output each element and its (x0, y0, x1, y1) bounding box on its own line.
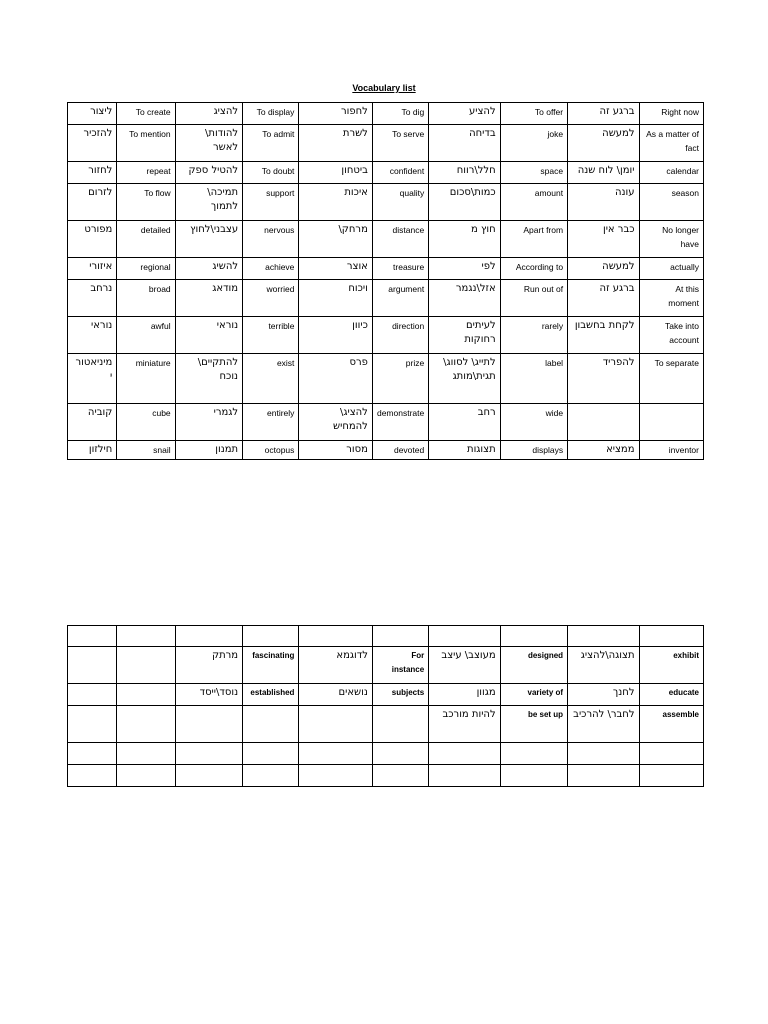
english-cell: be set up (500, 706, 567, 743)
hebrew-cell: לגמרי (175, 404, 242, 441)
english-cell: demonstrate (372, 404, 428, 441)
hebrew-cell: ליצור (68, 103, 117, 125)
table-row (68, 317, 704, 354)
english-cell: actually (639, 258, 703, 280)
english-cell: To serve (372, 125, 428, 162)
english-cell (500, 626, 567, 647)
english-cell: To flow (117, 184, 175, 221)
hebrew-cell (299, 706, 372, 743)
english-cell: miniature (117, 354, 175, 404)
english-cell: To create (117, 103, 175, 125)
hebrew-cell: כיוון (299, 317, 372, 354)
english-cell: nervous (243, 221, 299, 258)
hebrew-cell: עונה (568, 184, 639, 221)
english-cell: Right now (639, 103, 703, 125)
english-cell: inventor (639, 441, 703, 460)
english-cell: achieve (243, 258, 299, 280)
hebrew-cell: פרס (299, 354, 372, 404)
hebrew-cell: לדוגמא (299, 647, 372, 684)
english-cell: According to (500, 258, 567, 280)
hebrew-cell: מודאג (175, 280, 242, 317)
hebrew-cell: מרחק\ (299, 221, 372, 258)
hebrew-cell (568, 765, 639, 787)
english-cell: regional (117, 258, 175, 280)
english-cell: To separate (639, 354, 703, 404)
english-cell: educate (639, 684, 703, 706)
hebrew-cell: להזכיר (68, 125, 117, 162)
hebrew-cell: רחב (429, 404, 500, 441)
table-row (68, 404, 704, 441)
hebrew-cell (299, 743, 372, 765)
hebrew-cell (68, 765, 117, 787)
english-cell: designed (500, 647, 567, 684)
english-cell: exist (243, 354, 299, 404)
hebrew-cell (568, 743, 639, 765)
english-cell (117, 647, 175, 684)
table-row (68, 441, 704, 460)
hebrew-cell: מיניאטור י (68, 354, 117, 404)
english-cell: Take into account (639, 317, 703, 354)
hebrew-cell: חלל\רווח (429, 162, 500, 184)
english-cell: exhibit (639, 647, 703, 684)
hebrew-cell: להציע (429, 103, 500, 125)
english-cell: fascinating (243, 647, 299, 684)
hebrew-cell: חוץ מ (429, 221, 500, 258)
english-cell: snail (117, 441, 175, 460)
hebrew-cell (568, 626, 639, 647)
hebrew-cell: להיות מורכב (429, 706, 500, 743)
english-cell: broad (117, 280, 175, 317)
table-row (68, 162, 704, 184)
hebrew-cell: אוצר (299, 258, 372, 280)
hebrew-cell: להטיל ספק (175, 162, 242, 184)
hebrew-cell: איכות (299, 184, 372, 221)
english-cell: joke (500, 125, 567, 162)
english-cell (117, 765, 175, 787)
english-cell (372, 706, 428, 743)
english-cell (500, 765, 567, 787)
english-cell: To mention (117, 125, 175, 162)
hebrew-cell: ברגע זה (568, 103, 639, 125)
table-row (68, 706, 704, 743)
hebrew-cell: למעשה (568, 125, 639, 162)
english-cell: established (243, 684, 299, 706)
page-title: Vocabulary list (352, 83, 416, 93)
english-cell (117, 743, 175, 765)
english-cell (639, 404, 703, 441)
english-cell: confident (372, 162, 428, 184)
hebrew-cell: נרחב (68, 280, 117, 317)
hebrew-cell (68, 647, 117, 684)
english-cell: prize (372, 354, 428, 404)
hebrew-cell: לחזור (68, 162, 117, 184)
english-cell: To offer (500, 103, 567, 125)
english-cell: distance (372, 221, 428, 258)
hebrew-cell: תמיכה\ לתמוך (175, 184, 242, 221)
hebrew-cell: לקחת בחשבון (568, 317, 639, 354)
table-row (68, 626, 704, 647)
english-cell: entirely (243, 404, 299, 441)
hebrew-cell: לזרום (68, 184, 117, 221)
hebrew-cell (68, 743, 117, 765)
english-cell: terrible (243, 317, 299, 354)
english-cell (372, 743, 428, 765)
hebrew-cell: לתייג\ לסווג\ תגית\מותג (429, 354, 500, 404)
english-cell: quality (372, 184, 428, 221)
english-cell (243, 765, 299, 787)
english-cell (243, 626, 299, 647)
table-row (68, 684, 704, 706)
english-cell: detailed (117, 221, 175, 258)
hebrew-cell: נוסד\ייסד (175, 684, 242, 706)
hebrew-cell: לעיתים רחוקות (429, 317, 500, 354)
english-cell: No longer have (639, 221, 703, 258)
english-cell: For instance (372, 647, 428, 684)
table-row (68, 280, 704, 317)
hebrew-cell (429, 743, 500, 765)
vocabulary-table-1 (67, 102, 704, 460)
hebrew-cell: לחבר\ להרכיב (568, 706, 639, 743)
english-cell (372, 765, 428, 787)
english-cell (117, 706, 175, 743)
table-row (68, 258, 704, 280)
english-cell (372, 626, 428, 647)
english-cell: rarely (500, 317, 567, 354)
english-cell: assemble (639, 706, 703, 743)
hebrew-cell: קוביה (68, 404, 117, 441)
table-row (68, 125, 704, 162)
english-cell: argument (372, 280, 428, 317)
english-cell: devoted (372, 441, 428, 460)
hebrew-cell: להודות\ לאשר (175, 125, 242, 162)
hebrew-cell: להציג (175, 103, 242, 125)
hebrew-cell: להפריד (568, 354, 639, 404)
english-cell: worried (243, 280, 299, 317)
english-cell: subjects (372, 684, 428, 706)
hebrew-cell: מרתק (175, 647, 242, 684)
hebrew-cell (299, 765, 372, 787)
hebrew-cell (429, 765, 500, 787)
vocabulary-table-2 (67, 625, 704, 787)
hebrew-cell: עצבני\לחוץ (175, 221, 242, 258)
hebrew-cell (175, 706, 242, 743)
hebrew-cell (299, 626, 372, 647)
english-cell: variety of (500, 684, 567, 706)
hebrew-cell: נוראי (68, 317, 117, 354)
english-cell: Apart from (500, 221, 567, 258)
english-cell: Run out of (500, 280, 567, 317)
hebrew-cell: להשיג (175, 258, 242, 280)
table-row (68, 647, 704, 684)
table-row (68, 765, 704, 787)
hebrew-cell: תצוגות (429, 441, 500, 460)
hebrew-cell: ברגע זה (568, 280, 639, 317)
hebrew-cell (568, 404, 639, 441)
hebrew-cell: מעוצב\ עיצב (429, 647, 500, 684)
english-cell: calendar (639, 162, 703, 184)
english-cell (243, 706, 299, 743)
english-cell (500, 743, 567, 765)
english-cell: support (243, 184, 299, 221)
english-cell (639, 765, 703, 787)
hebrew-cell: תמנון (175, 441, 242, 460)
hebrew-cell (68, 626, 117, 647)
english-cell: octopus (243, 441, 299, 460)
english-cell: To display (243, 103, 299, 125)
hebrew-cell: כבר אין (568, 221, 639, 258)
hebrew-cell: תצוגה\להציג (568, 647, 639, 684)
english-cell: awful (117, 317, 175, 354)
hebrew-cell (175, 626, 242, 647)
hebrew-cell: לחנך (568, 684, 639, 706)
hebrew-cell: איזורי (68, 258, 117, 280)
english-cell (639, 743, 703, 765)
english-cell (117, 684, 175, 706)
table-row (68, 354, 704, 404)
hebrew-cell: אזל\נגמר (429, 280, 500, 317)
english-cell: amount (500, 184, 567, 221)
hebrew-cell: למעשה (568, 258, 639, 280)
hebrew-cell (175, 765, 242, 787)
english-cell: To doubt (243, 162, 299, 184)
hebrew-cell: לפי (429, 258, 500, 280)
hebrew-cell: נושאים (299, 684, 372, 706)
hebrew-cell: ביטחון (299, 162, 372, 184)
hebrew-cell: מסור (299, 441, 372, 460)
hebrew-cell: ממציא (568, 441, 639, 460)
english-cell: displays (500, 441, 567, 460)
hebrew-cell: מפורט (68, 221, 117, 258)
english-cell: As a matter of fact (639, 125, 703, 162)
hebrew-cell: מגוון (429, 684, 500, 706)
hebrew-cell: להציג\ להמחיש (299, 404, 372, 441)
table-row (68, 103, 704, 125)
english-cell: season (639, 184, 703, 221)
english-cell: To admit (243, 125, 299, 162)
english-cell (243, 743, 299, 765)
table-row (68, 743, 704, 765)
hebrew-cell: להתקיים\ נוכח (175, 354, 242, 404)
hebrew-cell: לחפור (299, 103, 372, 125)
hebrew-cell (175, 743, 242, 765)
table-row (68, 221, 704, 258)
english-cell: At this moment (639, 280, 703, 317)
hebrew-cell (429, 626, 500, 647)
hebrew-cell (68, 706, 117, 743)
english-cell (639, 626, 703, 647)
hebrew-cell: יומן\ לוח שנה (568, 162, 639, 184)
english-cell: cube (117, 404, 175, 441)
hebrew-cell: נוראי (175, 317, 242, 354)
hebrew-cell: בדיחה (429, 125, 500, 162)
english-cell: To dig (372, 103, 428, 125)
hebrew-cell: חילזון (68, 441, 117, 460)
hebrew-cell: כמות\סכום (429, 184, 500, 221)
english-cell: wide (500, 404, 567, 441)
english-cell: space (500, 162, 567, 184)
english-cell (117, 626, 175, 647)
hebrew-cell (68, 684, 117, 706)
english-cell: direction (372, 317, 428, 354)
english-cell: treasure (372, 258, 428, 280)
english-cell: repeat (117, 162, 175, 184)
hebrew-cell: ויכוח (299, 280, 372, 317)
table-row (68, 184, 704, 221)
english-cell: label (500, 354, 567, 404)
hebrew-cell: לשרת (299, 125, 372, 162)
